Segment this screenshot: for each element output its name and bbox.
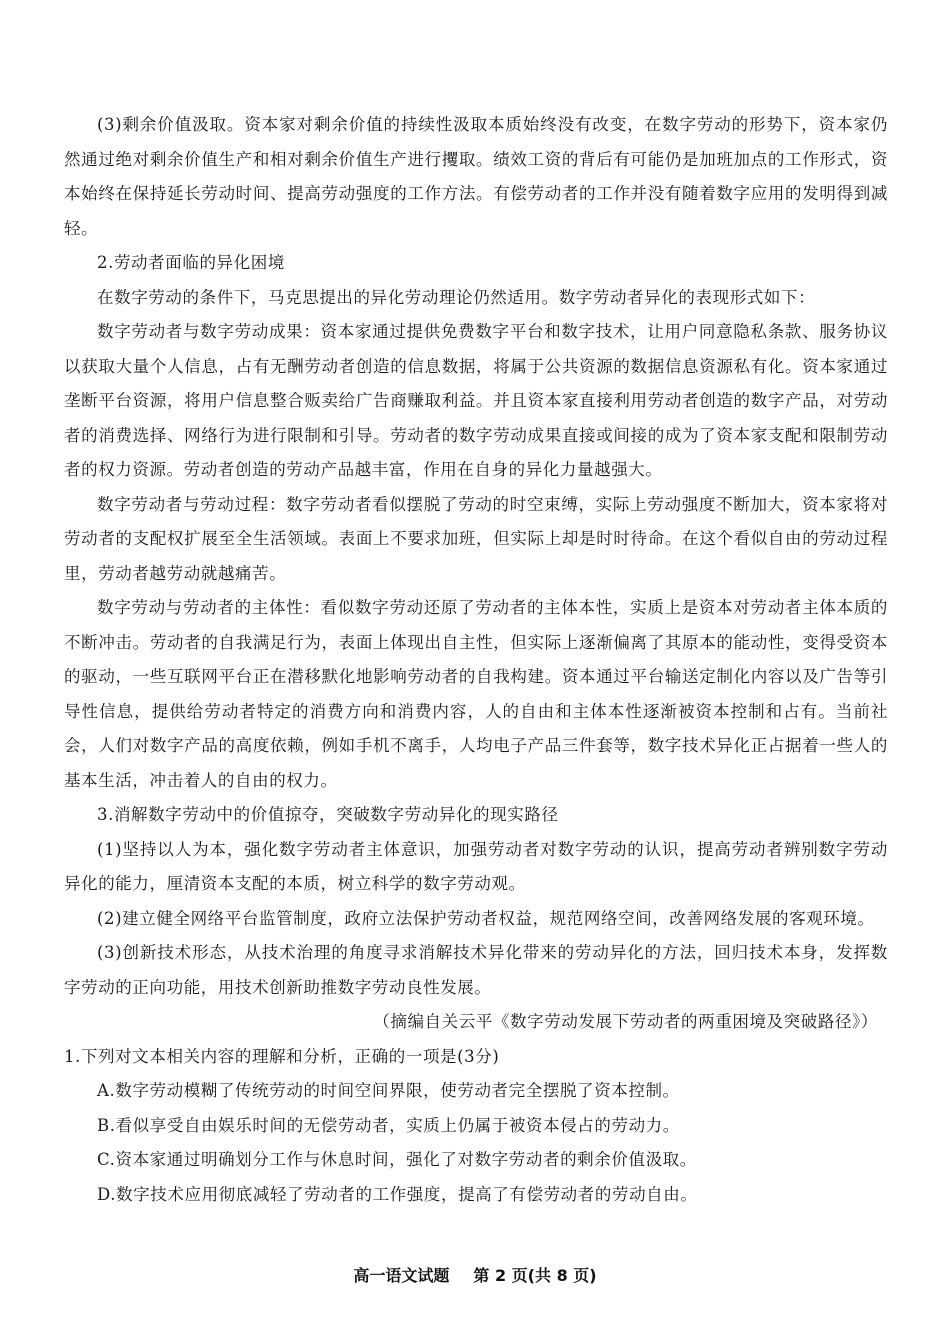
paragraph-labor-results: 数字劳动者与数字劳动成果：资本家通过提供免费数字平台和数字技术，让用户同意隐私条款、服务协议以获取大量个人信息，占有无酬劳动者创造的信息数据，将属于公共资源的数据信息资源私有化。资本家通过垄断平台资源，将用户信息整合贩卖给广告商赚取利益。并且资本家直接利用劳动者创造的数字产品，对劳动者的消费选择、网络行为进行限制和引导。劳动者的数字劳动成果直接或间接的成为了资本家支配和限制劳动者的权力资源。劳动者创造的劳动产品越丰富，作用在自身的异化力量越强大。 <box>64 322 888 479</box>
page-footer <box>0 1263 950 1286</box>
source-citation: （摘编自关云平《数字劳动发展下劳动者的两重困境及突破路径》） <box>373 1012 878 1031</box>
option-b: B.看似享受自由娱乐时间的无偿劳动者，实质上仍属于被资本侵占的劳动力。 <box>97 1115 680 1135</box>
option-d: D.数字技术应用彻底减轻了劳动者的工作强度，提高了有偿劳动者的劳动自由。 <box>97 1184 698 1204</box>
question-options <box>64 1074 888 1212</box>
document-body <box>64 108 888 1212</box>
paragraph-solution-3: (3)创新技术形态，从技术治理的角度寻求消解技术异化带来的劳动异化的方法，回归技术本身，发挥数字劳动的正向功能，用技术创新助推数字劳动良性发展。 <box>64 943 888 997</box>
footer-subject: 高一语文试题 <box>353 1266 450 1285</box>
question-stem: 1.下列对文本相关内容的理解和分析，正确的一项是(3分) <box>64 1046 500 1066</box>
paragraph-alienation-intro: 在数字劳动的条件下，马克思提出的异化劳动理论仍然适用。数字劳动者异化的表现形式如下： <box>97 287 816 307</box>
paragraph-subjectivity: 数字劳动与劳动者的主体性：看似数字劳动还原了劳动者的主体本性，实质上是资本对劳动者主体本质的不断冲击。劳动者的自我满足行为，表面上体现出自主性，但实际上逐渐偏离了其原本的能动性，变得受资本的驱动，一些互联网平台正在潜移默化地影响劳动者的自我构建。资本通过平台输送定制化内容以及广告等引导性信息，提供给劳动者特定的消费方向和消费内容，人的自由和主体本性逐渐被资本控制和占有。当前社会，人们对数字产品的高度依赖，例如手机不离手，人均电子产品三件套等，数字技术异化正占据着一些人的基本生活，冲击着人的自由的权力。 <box>64 598 888 790</box>
footer-page-number: 第 2 页(共 8 页) <box>473 1266 597 1285</box>
section-heading-solutions: 3.消解数字劳动中的价值掠夺，突破数字劳动异化的现实路径 <box>97 805 559 824</box>
section-heading-alienation: 2.劳动者面临的异化困境 <box>97 253 285 272</box>
option-a: A.数字劳动模糊了传统劳动的时间空间界限，使劳动者完全摆脱了资本控制。 <box>97 1081 680 1100</box>
paragraph-solution-1: (1)坚持以人为本，强化数字劳动者主体意识，加强劳动者对数字劳动的认识，提高劳动者辨别数字劳动异化的能力，厘清资本支配的本质，树立科学的数字劳动观。 <box>64 839 888 893</box>
option-c: C.资本家通过明确划分工作与休息时间，强化了对数字劳动者的剩余价值汲取。 <box>97 1150 697 1169</box>
paragraph-solution-2: (2)建立健全网络平台监管制度，政府立法保护劳动者权益，规范网络空间，改善网络发展的客观环境。 <box>97 908 875 928</box>
paragraph-surplus-value: (3)剩余价值汲取。资本家对剩余价值的持续性汲取本质始终没有改变，在数字劳动的形势下，资本家仍然通过绝对剩余价值生产和相对剩余价值生产进行攫取。绩效工资的背后有可能仍是加班加点的工作形式，资本始终在保持延长劳动时间、提高劳动强度的工作方法。有偿劳动者的工作并没有随着数字应用的发明得到减轻。 <box>64 115 888 238</box>
paragraph-labor-process: 数字劳动者与劳动过程：数字劳动者看似摆脱了劳动的时空束缚，实际上劳动强度不断加大，资本家将对劳动者的支配权扩展至全生活领域。表面上不要求加班，但实际上却是时时待命。在这个看似自由的劳动过程里，劳动者越劳动就越痛苦。 <box>64 494 888 583</box>
